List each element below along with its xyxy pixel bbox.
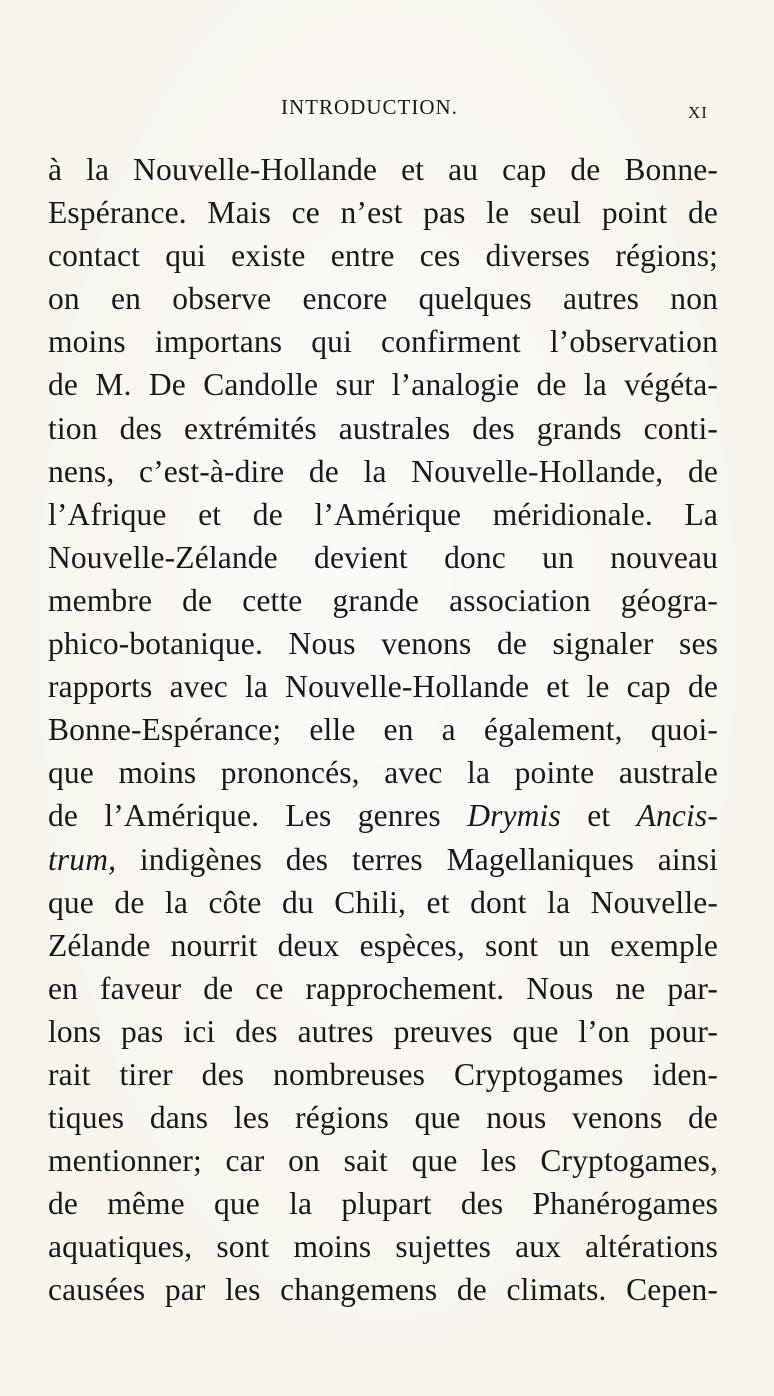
- text-line-12: phico-botanique. Nous venons de signaler ses: [48, 626, 718, 662]
- text-line-14: Bonne-Espérance; elle en a également, quoi-: [48, 712, 718, 748]
- text-line-16: de l’Amérique. Les genres Drymis et Ancis-: [48, 798, 718, 834]
- text-line-2: Espérance. Mais ce n’est pas le seul point de: [48, 195, 718, 231]
- text-line-5: moins importans qui confirment l’observation: [48, 324, 718, 360]
- text-line-17: trum, indigènes des terres Magellaniques ainsi: [48, 841, 719, 877]
- text-line-4: on en observe encore quelques autres non: [48, 281, 718, 317]
- text-line-27: causées par les changemens de climats. Cepen-: [48, 1272, 718, 1308]
- text-line-7: tion des extrémités australes des grands conti-: [48, 410, 718, 446]
- text-line-23: tiques dans les régions que nous venons de: [48, 1100, 718, 1136]
- italic-genus-name: Drymis: [467, 798, 561, 834]
- text-line-15: que moins prononcés, avec la pointe australe: [48, 755, 718, 791]
- text-line-19: Zélande nourrit deux espèces, sont un exemple: [48, 927, 718, 963]
- text-line-10: Nouvelle-Zélande devient donc un nouveau: [48, 539, 718, 575]
- body-text: [48, 148, 718, 1312]
- text-line-3: contact qui existe entre ces diverses régions;: [48, 238, 718, 274]
- text-line-20: en faveur de ce rapprochement. Nous ne par-: [48, 970, 718, 1006]
- italic-genus-name: Ancis-: [636, 798, 718, 834]
- running-head: [0, 92, 774, 122]
- text-line-26: aquatiques, sont moins sujettes aux altérations: [48, 1229, 718, 1265]
- page-number: XI: [688, 103, 708, 122]
- text-line-18: que de la côte du Chili, et dont la Nouvelle-: [48, 884, 718, 920]
- text-line-9: l’Afrique et de l’Amérique méridionale. La: [48, 496, 718, 532]
- text-line-8: nens, c’est-à-dire de la Nouvelle-Hollande, de: [48, 453, 718, 489]
- text-line-24: mentionner; car on sait que les Cryptogames,: [48, 1143, 718, 1179]
- text-line-13: rapports avec la Nouvelle-Hollande et le cap de: [48, 669, 718, 705]
- text-line-1: à la Nouvelle-Hollande et au cap de Bonne-: [48, 152, 718, 187]
- text-line-21: lons pas ici des autres preuves que l’on pour-: [48, 1013, 718, 1049]
- text-line-22: rait tirer des nombreuses Cryptogames iden-: [48, 1056, 718, 1092]
- running-title: INTRODUCTION.: [281, 95, 458, 119]
- text-line-6: de M. De Candolle sur l’analogie de la végéta-: [48, 367, 718, 403]
- italic-genus-name: trum,: [48, 841, 117, 877]
- text-line-25: de même que la plupart des Phanérogames: [48, 1186, 718, 1222]
- text-line-11: membre de cette grande association géogra-: [48, 582, 718, 618]
